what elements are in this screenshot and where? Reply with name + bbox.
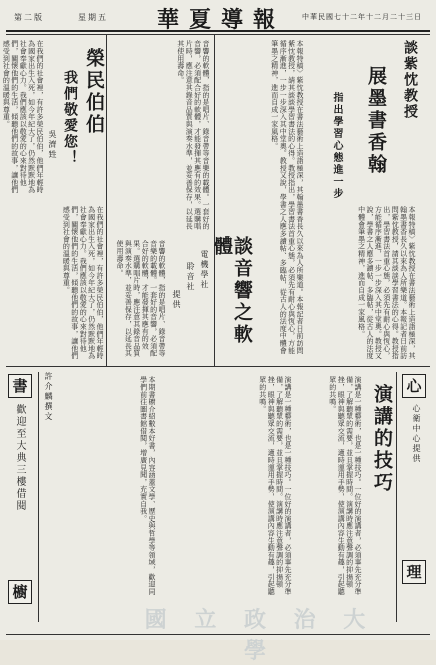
article-subheadline: 指出學習心態進一步 (331, 92, 342, 200)
sound-article-body: 音響的軟體，指的是唱片、錄音帶等音樂的載體。一套好的音響，必須配合好的軟體，才能發揮其應有的效果。選購唱片時，應注意其錄音品質與演奏水準，並妥善保存，以延長其使用壽命。 (115, 240, 166, 357)
sound-article-org: 電機學社 (200, 250, 209, 290)
speech-body: 演講是一種藝術，也是一種技巧。一位好的演講者，必須事先充分準備，了解聽眾的需要，並且掌握時間。演講時應注意聲調的抑揚頓挫，眼神與聽眾交流，適時運用手勢，使演講內容生動有趣，引起聽眾的共鳴。 (328, 376, 362, 595)
top-divider (6, 34, 430, 35)
veterans-byline: 吳濟甡 (48, 130, 57, 160)
article-headline: 談紫忱教授 (402, 40, 418, 120)
lower-divider-right (396, 372, 397, 622)
column-divider-left (106, 34, 107, 366)
sound-article-org2: 聆音社 (186, 262, 195, 292)
veterans-headline-secondary: 我們敬愛您！ (62, 70, 78, 166)
veterans-body-continued: 在我們的社會裡，有許多榮民伯伯，他們年輕時為國家出生入死，如今年紀大了，仍然默默地為社會奉獻心力。我們應該以敬愛的心來對待他們，關懷他們的生活，傾聽他們的故事，讓他們感受到社會的溫暖與尊重。 (62, 206, 104, 360)
newspaper-title: 華夏導報 (156, 7, 285, 33)
sound-article-credit: 提供 (172, 290, 181, 310)
middle-divider (6, 366, 430, 367)
weekday-label: 星期五 (78, 13, 108, 22)
bookshelf-box-top: 書 (8, 374, 32, 398)
library-watermark: 國 立 政 治 大 學 (144, 607, 376, 664)
veterans-body: 在我們的社會裡，有許多榮民伯伯，他們年輕時為國家出生入死，如今年紀大了，仍然默默地為社會奉獻心力。我們應該以敬愛的心來對待他們，關懷他們的生活，傾聽他們的故事，讓他們感受到社會的溫暖與尊重。 (2, 40, 44, 194)
bookshelf-box-bottom: 櫥 (8, 580, 32, 604)
masthead (6, 4, 430, 32)
bookshelf-body: 本期書櫥介紹數本好書，內容涵蓋文學、歷史與哲學等領域，歡迎同學們前往圖書館借閱，增廣見聞，充實自我。 (139, 376, 156, 595)
article-body: 本報特稿〉紫忱教授在書法藝術上造詣極深，其翰墨書香長久以來為人所樂道。本報記者日前訪問紫忱教授，請其談談學習書法的心得。教授指出，學習書法首重心態，必須先有耐心與恆心，方能循序漸進，一步一步深入其中堂奧。教授又說，學書之人應多讀帖、多臨帖，從古人的法度中體會筆墨之精神，進而自成一家風格。 (270, 40, 304, 354)
article-body-continued: 本報特稿〉紫忱教授在書法藝術上造詣極深，其翰墨書香長久以來為人所樂道。本報記者日前訪問紫忱教授，請其談談學習書法的心得。教授指出，學習書法首重心態，必須先有耐心與恆心，方能循序漸進，一步一步深入其中堂奧。教授又說，學書之人應多讀帖、多臨帖，從古人的法度中體會筆墨之精神，進而自成一家風格。 (357, 206, 416, 360)
issue-date: 中華民國七十二年十二月二十三日 (302, 13, 422, 21)
center-article-body: 音響的軟體，指的是唱片、錄音帶等音樂的載體。一套好的音響，必須配合好的軟體，才能發揮其應有的效果。選購唱片時，應注意其錄音品質與演奏水準，並妥善保存，以延長其使用壽命。 (176, 40, 210, 230)
veterans-headline: 榮民伯伯 (83, 48, 105, 136)
bottom-divider (6, 634, 430, 635)
speech-headline: 演講的技巧 (371, 384, 393, 494)
edition-label: 第二版 (14, 13, 44, 22)
bookshelf-banner: 歡迎至大典三樓借閱 (14, 404, 25, 512)
psychology-box-bottom: 理 (402, 560, 426, 584)
column-divider-mid (214, 34, 215, 366)
speech-body-continued: 演講是一種藝術，也是一種技巧。一位好的演講者，必須事先充分準備，了解聽眾的需要，並且掌握時間。演講時應注意聲調的抑揚頓挫，眼神與聽眾交流，適時運用手勢，使演講內容生動有趣，引起聽眾的共鳴。 (258, 376, 292, 595)
speech-source: 心衛中心提供 (412, 404, 421, 464)
bookshelf-credit: 許介麟撰文 (44, 372, 53, 422)
psychology-box-top: 心 (402, 374, 426, 398)
article-headline-secondary: 展墨書香翰 (365, 66, 387, 176)
lower-divider-left (38, 372, 39, 622)
sound-article-headline: 談音響之軟體 (211, 236, 253, 346)
